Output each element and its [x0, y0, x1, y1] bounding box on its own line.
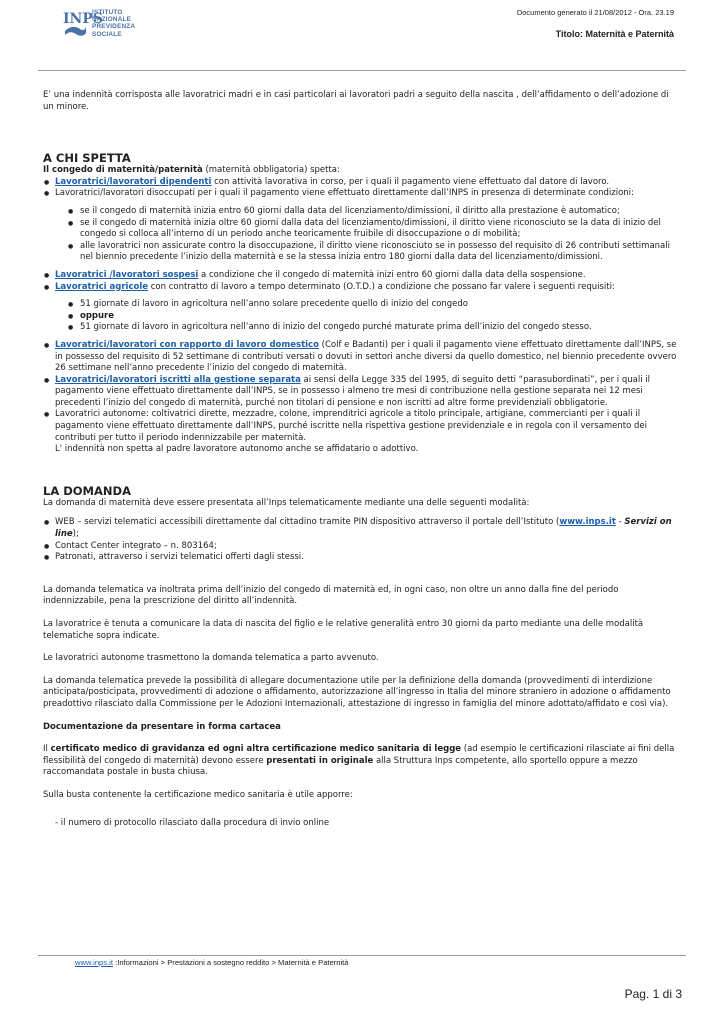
inps-logo-icon — [62, 7, 103, 39]
list-item: ● Lavoratrici /lavoratori sospesi a condizione che il congedo di maternità inizi entro 60 giorni dalla data della sospensione. — [43, 270, 679, 282]
list-item: ● Patronati, attraverso i servizi telematici offerti dagli stessi. — [43, 552, 679, 564]
sub-list-item: ● se il congedo di maternità inizia oltre 60 giorni dalla data del licenziamento/dimissioni, il diritto viene riconosciuto se la data di inizio del congedo si colloca all’interno di un periodo anche teoricamente fruibile di disoccupazione o di mobilità; — [67, 218, 679, 241]
list-item: ● Contact Center integrato – n. 803164; — [43, 541, 679, 553]
paragraph-protocollo: - il numero di protocollo rilasciato dalla procedura di invio online — [55, 817, 330, 828]
section-heading-domanda: LA DOMANDA — [43, 483, 131, 498]
footer-divider — [38, 955, 686, 956]
list-item: ● Lavoratrici/lavoratori con rapporto di lavoro domestico (Colf e Badanti) per i quali il pagamento viene effettuato direttamente dall’INPS, se in possesso del requisito di 52 settimane di contributi versati o dovuti in settori anche diversi da quello domestico, nel biennio precedente ovvero 26 settimane nell’anno precedente l’inizio del congedo di maternità. — [43, 340, 679, 375]
section-heading-chi-spetta: A CHI SPETTA — [43, 151, 131, 166]
beneficiary-list — [43, 177, 679, 456]
document-body — [43, 90, 679, 829]
footer-breadcrumb: www.inps.it :Informazioni > Prestazioni a sostegno reddito > Maternità e Paternità — [75, 958, 349, 967]
sub-list-item: ● oppure — [67, 311, 679, 323]
domanda-lead: La domanda di maternità deve essere presentata all’Inps telematicamente mediante una delle seguenti modalità: — [43, 497, 530, 508]
paragraph-termini: La domanda telematica va inoltrata prima dell’inizio del congedo di maternità ed, in ogni caso, non oltre un anno dalla fine del periodo indennizzabile, pena la prescrizione del diritto all’indennità. — [43, 584, 619, 607]
document-title: Titolo: Maternità e Paternità — [555, 29, 674, 39]
intro-paragraph: E’ una indennità corrisposta alle lavoratrici madri e in casi particolari ai lavoratori padri a seguito della nascita , dell’affidamento o dell’adozione di un minore. — [43, 90, 669, 112]
autonomi-note: L' indennità non spetta al padre lavoratore autonomo anche se affidatario o adottivo. — [55, 444, 419, 455]
sub-list-item: ● alle lavoratrici non assicurate contro la disoccupazione, il diritto viene riconosciuto se in possesso del requisito di 26 contributi settimanali nel biennio precedente l’inizio della maternità e se la stessa inizia entro 180 giorni dalla data del licenziamento/dimissioni. — [67, 241, 679, 264]
inps-logo — [62, 7, 152, 41]
chi-spetta-lead: Il congedo di maternità/paternità (maternità obbligatoria) spetta: — [43, 165, 340, 176]
footer-link-inps[interactable]: www.inps.it — [75, 958, 113, 967]
sub-list-item: ● se il congedo di maternità inizia entro 60 giorni dalla data del licenziamento/dimissioni, il diritto alla prestazione è automatico; — [67, 206, 679, 218]
sub-list-agricole — [55, 299, 679, 334]
list-item: ● Lavoratrici/lavoratori dipendenti con attività lavorativa in corso, per i quali il pagamento viene effettuato dal datore di lavoro. — [43, 177, 679, 189]
paragraph-certificato: Il certificato medico di gravidanza ed ogni altra certificazione medico sanitaria di legge (ad esempio le certificazioni rilasciate ai fini della flessibilità del congedo di maternità) devono essere presentati in originale alla Struttura Inps competente, allo sportello oppure a mezzo raccomandata postale in busta chiusa. — [43, 744, 675, 778]
sub-list-disoccupati — [55, 206, 679, 264]
sub-list-item: ● 51 giornate di lavoro in agricoltura nell’anno di inizio del congedo purché maturate prima dell’inizio del congedo stesso. — [67, 322, 679, 334]
paragraph-documentazione: La domanda telematica prevede la possibilità di allegare documentazione utile per la definizione della domanda (provvedimenti di interdizione anticipata/posticipata, provvedimenti di adozione o affidamento, autorizzazione all’ingresso in Italia del minore straniero in adozione o affidamento preadottivo rilasciato dalla Commissione per le Adozioni Internazionali, attestazione di ingresso in famiglia del minore adottato/affidato e così via). — [43, 675, 671, 709]
paragraph-busta: Sulla busta contenente la certificazione medico sanitaria è utile apporre: — [43, 789, 353, 800]
subheading-cartacea: Documentazione da presentare in forma cartacea — [43, 721, 281, 732]
list-item: ● Lavoratrici/lavoratori iscritti alla gestione separata ai sensi della Legge 335 del 1995, di seguito detti “parasubordinati”, per i quali il pagamento viene effettuato direttamente dall’INPS, se in possesso i almeno tre mesi di contribuzione nella gestione separata nei 12 mesi precedenti l’inizio del congedo di maternità, purché non titolari di pensione e non iscritti ad altre forme previdenziali obbligatorie. — [43, 375, 679, 410]
list-item: ● Lavoratrici agricole con contratto di lavoro a tempo determinato (O.T.D.) a condizione che possano far valere i seguenti requisiti: ● 51 giornate di lavoro in agricoltura nell’anno solare precedente quello di inizio del congedo ● oppure ● 51 giornate di lavoro in agricoltura nell’anno di inizio del congedo purché maturate prima dell’inizio del congedo stesso. — [43, 282, 679, 334]
paragraph-autonome: Le lavoratrici autonome trasmettono la domanda telematica a parto avvenuto. — [43, 653, 379, 664]
link-dipendenti[interactable]: Lavoratrici/lavoratori dipendenti — [55, 176, 212, 187]
link-sospesi[interactable]: Lavoratrici /lavoratori sospesi — [55, 269, 199, 280]
link-agricole[interactable]: Lavoratrici agricole — [55, 281, 149, 292]
sub-list-item: ● 51 giornate di lavoro in agricoltura nell’anno solare precedente quello di inizio del congedo — [67, 299, 679, 311]
generation-timestamp: Documento generato il 21/08/2012 - Ora. 23.19 — [516, 8, 674, 17]
list-item: ● Lavoratrici autonome: coltivatrici dirette, mezzadre, colone, imprenditrici agricole a titolo principale, artigiane, commercianti per i quali il pagamento viene effettuato direttamente dall’INPS, purché iscritte nella rispettiva gestione previdenziale e in regola con il versamento dei contributi per tutto il periodo indennizzabile per maternità. L' indennità non spetta al padre lavoratore autonomo anche se affidatario o adottivo. — [43, 409, 679, 455]
list-item: ● WEB – servizi telematici accessibili direttamente dal cittadino tramite PIN dispositivo attraverso il portale dell’Istituto (www.inps.it - Servizi on line); — [43, 517, 679, 540]
modalita-list — [43, 517, 679, 563]
page-number: Pag. 1 di 3 — [624, 987, 682, 1001]
header-divider — [38, 70, 686, 71]
link-gestione-separata[interactable]: Lavoratrici/lavoratori iscritti alla gestione separata — [55, 374, 301, 385]
link-inps-portal[interactable]: www.inps.it — [559, 517, 616, 528]
link-domestico[interactable]: Lavoratrici/lavoratori con rapporto di lavoro domestico — [55, 339, 319, 350]
svg-text:INPS: INPS — [63, 11, 103, 27]
list-item: ● Lavoratrici/lavoratori disoccupati per i quali il pagamento viene effettuato direttamente dall’INPS in presenza di determinate condizioni: ● se il congedo di maternità inizia entro 60 giorni dalla data del licenziamento/dimissioni, il diritto alla prestazione è automatico; ● se il congedo di maternità inizia oltre 60 giorni dalla data del licenziamento/dimissioni, il diritto viene riconosciuto se la data di inizio del congedo si colloca all’interno di un periodo anche teoricamente fruibile di disoccupazione o di mobilità; ● alle lavoratrici non assicurate contro la disoccupazione, il diritto viene riconosciuto se in possesso del requisito di 26 contributi settimanali nel biennio precedente l’inizio della maternità e se la stessa inizia entro 180 giorni dalla data del licenziamento/dimissioni. — [43, 188, 679, 264]
logo-text: ISTITUTO NAZIONALE PREVIDENZA SOCIALE — [92, 9, 136, 38]
paragraph-nascita: La lavoratrice è tenuta a comunicare la data di nascita del figlio e le relative generalità entro 30 giorni da parto mediante una delle modalità telematiche sopra indicate. — [43, 619, 644, 641]
